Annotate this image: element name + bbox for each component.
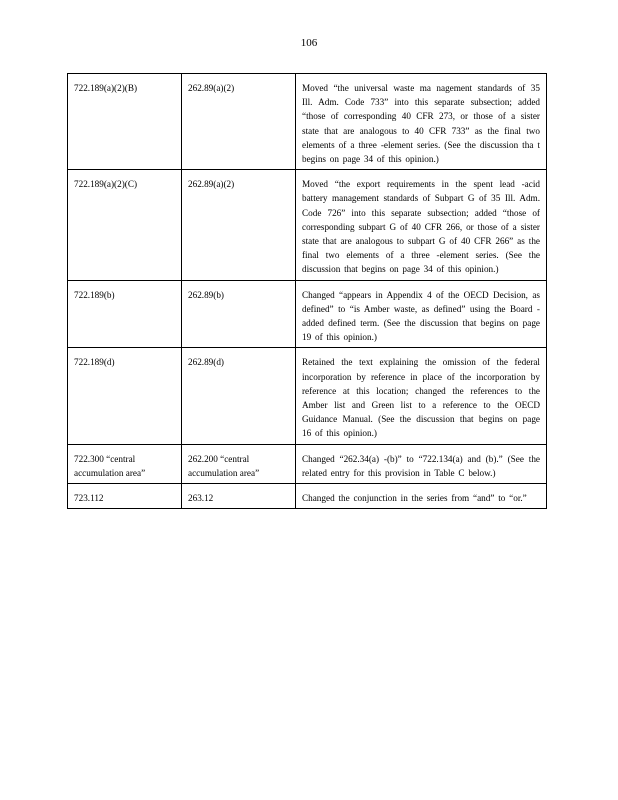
table-row	[68, 444, 547, 483]
change-description-cell: Changed “appears in Appendix 4 of the OECD Decision, as defined” to “is Amber waste, as defined” using the Board -added defined term. (See the discussion that begins on page 19 of this opinion.)	[296, 280, 547, 348]
table-row	[68, 484, 547, 509]
table-row	[68, 74, 547, 170]
table-row	[68, 280, 547, 348]
illinois-section-cell: 722.189(a)(2)(B)	[68, 74, 182, 170]
federal-section-cell: 262.89(a)(2)	[182, 74, 296, 170]
illinois-section-cell: 722.189(b)	[68, 280, 182, 348]
change-description-cell: Retained the text explaining the omission of the federal incorporation by reference in place of the incorporation by reference at this location; changed the references to the Amber list and Green list to a reference to the OECD Guidance Manual. (See the discussion that begins on page 16 of this opinion.)	[296, 348, 547, 444]
table-row	[68, 348, 547, 444]
federal-section-cell: 262.89(a)(2)	[182, 170, 296, 280]
change-description-cell: Moved “the export requirements in the spent lead -acid battery management standards of Subpart G of 35 Ill. Adm. Code 726” into this separate subsection; added “those of corresponding subpart G of 40 CFR 266, or those of a sister state that are analogous to subpart G of 40 CFR 266” as the final two elements of a three -element series. (See the discussion that begins on page 34 of this opinion.)	[296, 170, 547, 280]
federal-section-cell: 262.200 “central accumulation area”	[182, 444, 296, 483]
illinois-section-cell: 722.189(d)	[68, 348, 182, 444]
federal-section-cell: 263.12	[182, 484, 296, 509]
change-description-cell: Moved “the universal waste ma nagement standards of 35 Ill. Adm. Code 733” into this separate subsection; added “those of corresponding 40 CFR 273, or those of a sister state that are analogous to 40 CFR 733” as the final two elements of a three -element series. (See the discussion tha t begins on page 34 of this opinion.)	[296, 74, 547, 170]
federal-section-cell: 262.89(b)	[182, 280, 296, 348]
table-row	[68, 170, 547, 280]
comparison-table	[67, 73, 547, 509]
change-description-cell: Changed “262.34(a) -(b)” to “722.134(a) and (b).” (See the related entry for this provision in Table C below.)	[296, 444, 547, 483]
illinois-section-cell: 723.112	[68, 484, 182, 509]
federal-section-cell: 262.89(d)	[182, 348, 296, 444]
page-number: 106	[300, 37, 318, 49]
illinois-section-cell: 722.300 “central accumulation area”	[68, 444, 182, 483]
change-description-cell: Changed the conjunction in the series from “and” to “or.”	[296, 484, 547, 509]
illinois-section-cell: 722.189(a)(2)(C)	[68, 170, 182, 280]
